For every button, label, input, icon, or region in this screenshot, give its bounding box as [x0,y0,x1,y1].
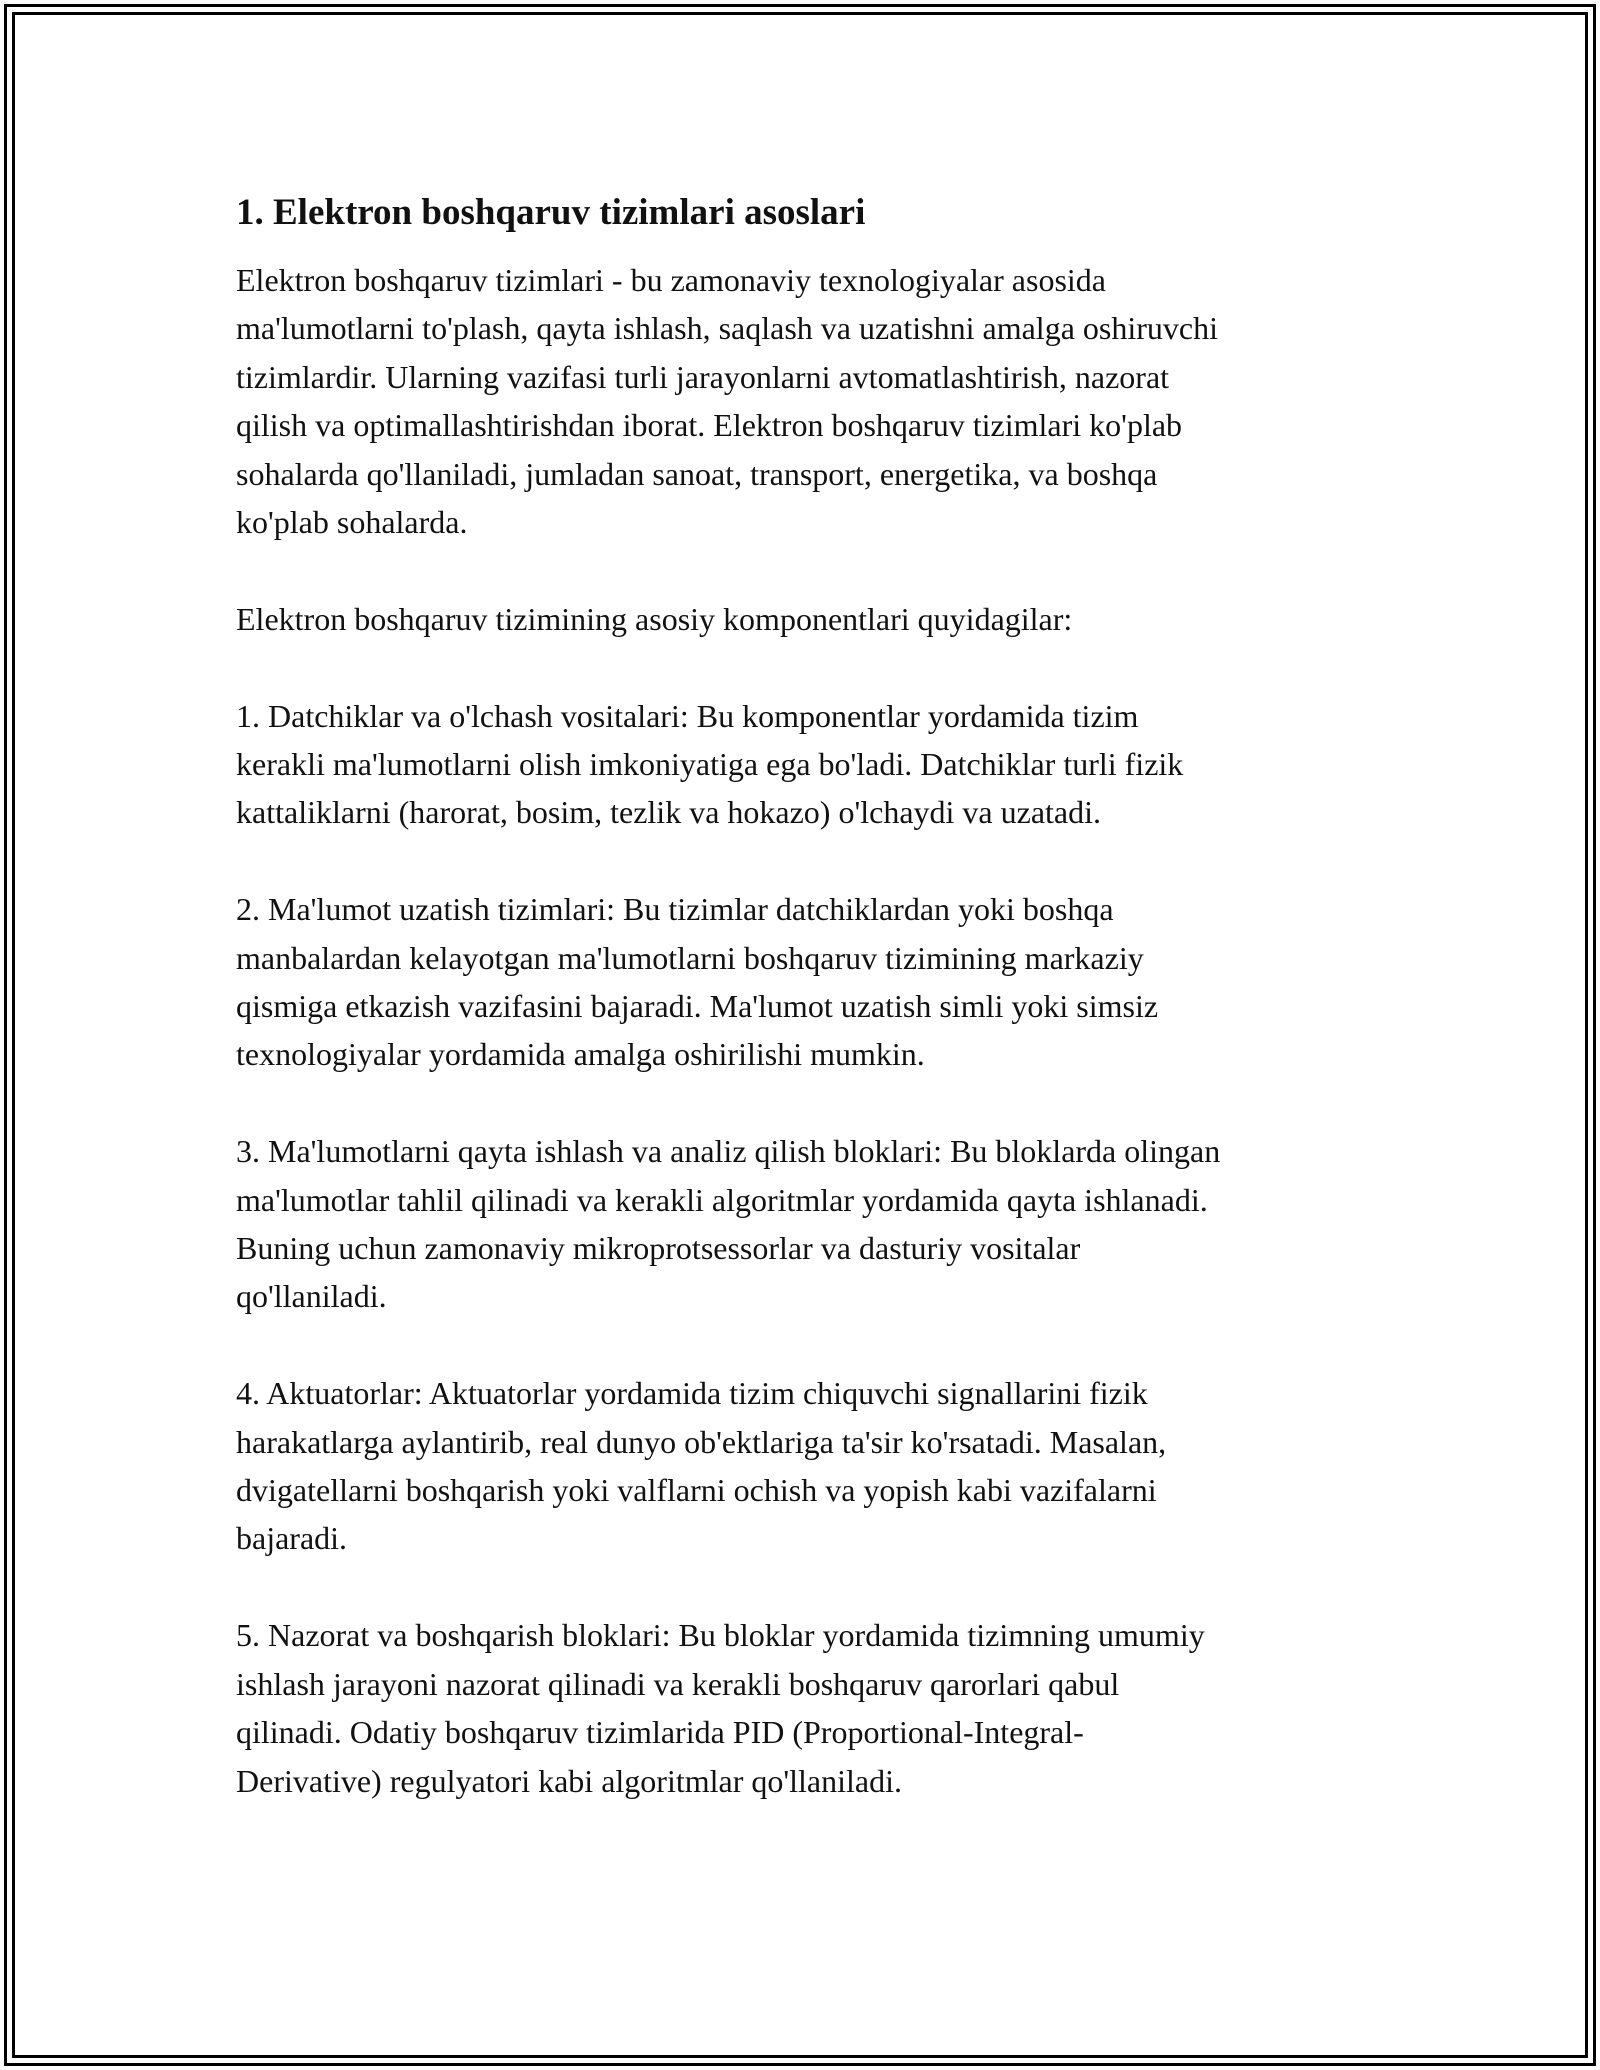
list-item-data-transmission: 2. Ma'lumot uzatish tizimlari: Bu tizimlar datchiklardan yoki boshqa manbalardan kelayotgan ma'lumotlarni boshqaruv tizimining markaziy qismiga etkazish vazifasini bajaradi. Ma'lumot uzatish simli yoki simsiz texnologiyalar yordamida amalga oshirilishi mumkin. [236,891,1159,1073]
intro-paragraph: Elektron boshqaruv tizimlari - bu zamonaviy texnologiyalar asosida ma'lumotlarni to'plash, qayta ishlash, saqlash va uzatishni amalga oshiruvchi tizimlardir. Ularning vazifasi turli jarayonlarni avtomatlashtirish, nazorat qilish va optimallashtirishdan iborat. Elektron boshqaruv tizimlari ko'plab sohalarda qo'llaniladi, jumladan sanoat, transport, energetika, va boshqa ko'plab sohalarda. [236,262,1218,541]
components-intro: Elektron boshqaruv tizimining asosiy komponentlari quyidagilar: [236,600,1073,637]
list-item-processing: 3. Ma'lumotlarni qayta ishlash va analiz qilish bloklari: Bu bloklarda olingan ma'lumotlar tahlil qilinadi va kerakli algoritmlar yordamida qayta ishlanadi. Buning uchun zamonaviy mikroprotsessorlar va dasturiy vositalar qo'llaniladi. [236,1133,1221,1315]
document-body [236,186,1376,1853]
list-item-sensors: 1. Datchiklar va o'lchash vositalari: Bu komponentlar yordamida tizim kerakli ma'lumotlarni olish imkoniyatiga ega bo'ladi. Datchiklar turli fizik kattaliklarni (harorat, bosim, tezlik va hokazo) o'lchaydi va uzatadi. [236,697,1184,831]
list-item-actuators: 4. Aktuatorlar: Aktuatorlar yordamida tizim chiquvchi signallarini fizik harakatlarga aylantirib, real dunyo ob'ektlariga ta'sir ko'rsatadi. Masalan, dvigatellarni boshqarish yoki valflarni ochish va yopish kabi vazifalarni bajaradi. [236,1375,1167,1557]
section-title: 1. Elektron boshqaruv tizimlari asoslari [236,192,866,233]
list-item-control: 5. Nazorat va boshqarish bloklari: Bu bloklar yordamida tizimning umumiy ishlash jarayoni nazorat qilinadi va kerakli boshqaruv qarorlari qabul qilinadi. Odatiy boshqaruv tizimlarida PID (Proportional-Integral- Derivative) regulyatori kabi algoritmlar qo'llaniladi. [236,1617,1205,1799]
